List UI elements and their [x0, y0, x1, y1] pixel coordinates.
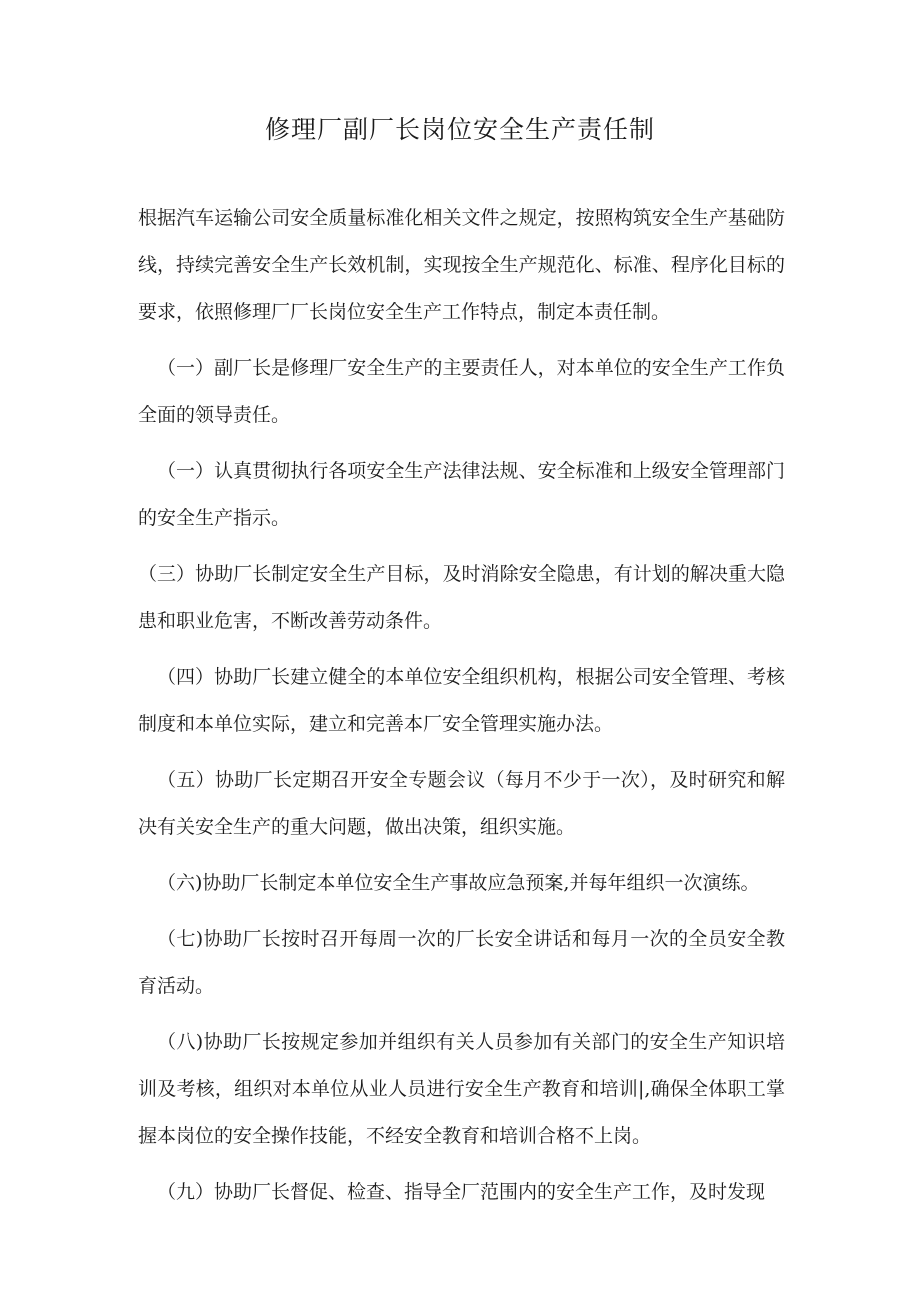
- paragraph-clause-9: （九）协助厂长督促、检查、指导全厂范围内的安全生产工作，及时发现: [157, 1181, 766, 1203]
- paragraph-clause-8: （八)协助厂长按规定参加并组织有关人员参加有关部门的安全生产知识培训及考核，组织对本单位从业人员进行安全生产教育和培训|,确保全体职工掌握本岗位的安全操作技能，不经安全教育和培训合格不上岗。: [138, 1031, 785, 1147]
- paragraph-clause-5: （五）协助厂长定期召开安全专题会议（每月不少于一次），及时研究和解决有关安全生产的重大问题，做出决策，组织实施。: [138, 769, 785, 838]
- paragraph-preamble: 根据汽车运输公司安全质量标准化相关文件之规定，按照构筑安全生产基础防线，持续完善安全生产长效机制，实现按全生产规范化、标准、程序化目标的要求，依照修理厂厂长岗位安全生产工作特点，制定本责任制。: [138, 207, 785, 323]
- paragraph-clause-2: （一）认真贯彻执行各项安全生产法律法规、安全标准和上级安全管理部门的安全生产指示。: [138, 460, 785, 529]
- paragraph-clause-3: （三）协助厂长制定安全生产目标，及时消除安全隐患，有计划的解决重大隐患和职业危害，不断改善劳动条件。: [138, 563, 785, 632]
- paragraph-clause-7: （七)协助厂长按时召开每周一次的厂长安全讲话和每月一次的全员安全教育活动。: [138, 928, 785, 997]
- document-body: [138, 195, 785, 1225]
- paragraph-clause-4: （四）协助厂长建立健全的本单位安全组织机构，根据公司安全管理、考核制度和本单位实际，建立和完善本厂安全管理实施办法。: [138, 666, 785, 735]
- page-title: 修理厂副厂长岗位安全生产责任制: [264, 115, 655, 144]
- paragraph-clause-6: （六)协助厂长制定本单位安全生产事故应急预案,并每年组织一次演练。: [157, 872, 760, 894]
- paragraph-clause-1: （一）副厂长是修理厂安全生产的主要责任人，对本单位的安全生产工作负全面的领导责任。: [138, 357, 785, 426]
